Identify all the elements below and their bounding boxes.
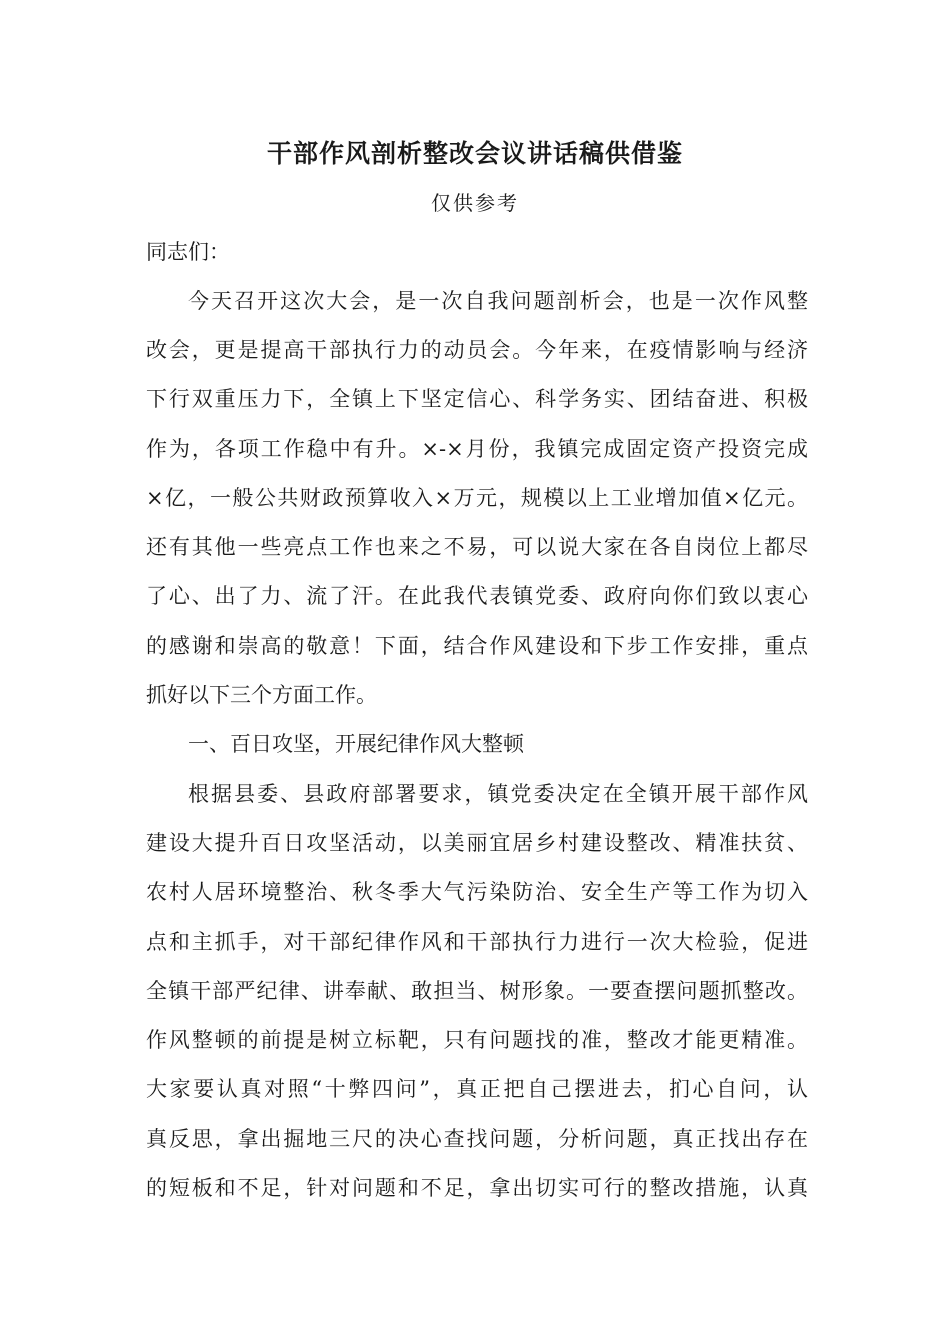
text-line: 的短板和不足，针对问题和不足，拿出切实可行的整改措施，认真	[146, 1176, 808, 1200]
text-line: 大家要认真对照“十弊四问”，真正把自己摆进去，扪心自问，认	[146, 1077, 808, 1101]
text-line: 全镇干部严纪律、讲奉献、敢担当、树形象。一要查摆问题抓整改。	[146, 979, 808, 1003]
text-line: 抓好以下三个方面工作。	[146, 683, 377, 707]
text-line: 下行双重压力下，全镇上下坚定信心、科学务实、团结奋进、积极	[146, 387, 808, 411]
salutation: 同志们：	[146, 240, 230, 264]
text-line: 还有其他一些亮点工作也来之不易，可以说大家在各自岗位上都尽	[146, 535, 808, 559]
text-line: ×亿，一般公共财政预算收入×万元，规模以上工业增加值×亿元。	[146, 486, 808, 510]
text-line: 作风整顿的前提是树立标靶，只有问题找的准，整改才能更精准。	[146, 1028, 808, 1052]
text-line: 今天召开这次大会，是一次自我问题剖析会，也是一次作风整	[188, 289, 808, 313]
document-title: 干部作风剖析整改会议讲话稿供借鉴	[266, 139, 683, 168]
text-line: 真反思，拿出掘地三尺的决心查找问题，分析问题，真正找出存在	[146, 1127, 808, 1151]
text-line: 改会，更是提高干部执行力的动员会。今年来，在疫情影响与经济	[146, 338, 808, 362]
section-heading: 一、百日攻坚，开展纪律作风大整顿	[188, 732, 524, 756]
text-line: 了心、出了力、流了汗。在此我代表镇党委、政府向你们致以衷心	[146, 584, 808, 608]
text-line: 的感谢和崇高的敬意！下面，结合作风建设和下步工作安排，重点	[146, 634, 808, 658]
text-line: 根据县委、县政府部署要求，镇党委决定在全镇开展干部作风	[188, 782, 808, 806]
text-line: 农村人居环境整治、秋冬季大气污染防治、安全生产等工作为切入	[146, 880, 808, 904]
text-line: 作为，各项工作稳中有升。×-×月份，我镇完成固定资产投资完成	[146, 437, 808, 461]
text-line: 建设大提升百日攻坚活动，以美丽宜居乡村建设整改、精准扶贫、	[146, 831, 808, 855]
document-subtitle: 仅供参考	[431, 191, 519, 215]
text-line: 点和主抓手，对干部纪律作风和干部执行力进行一次大检验，促进	[146, 930, 808, 954]
